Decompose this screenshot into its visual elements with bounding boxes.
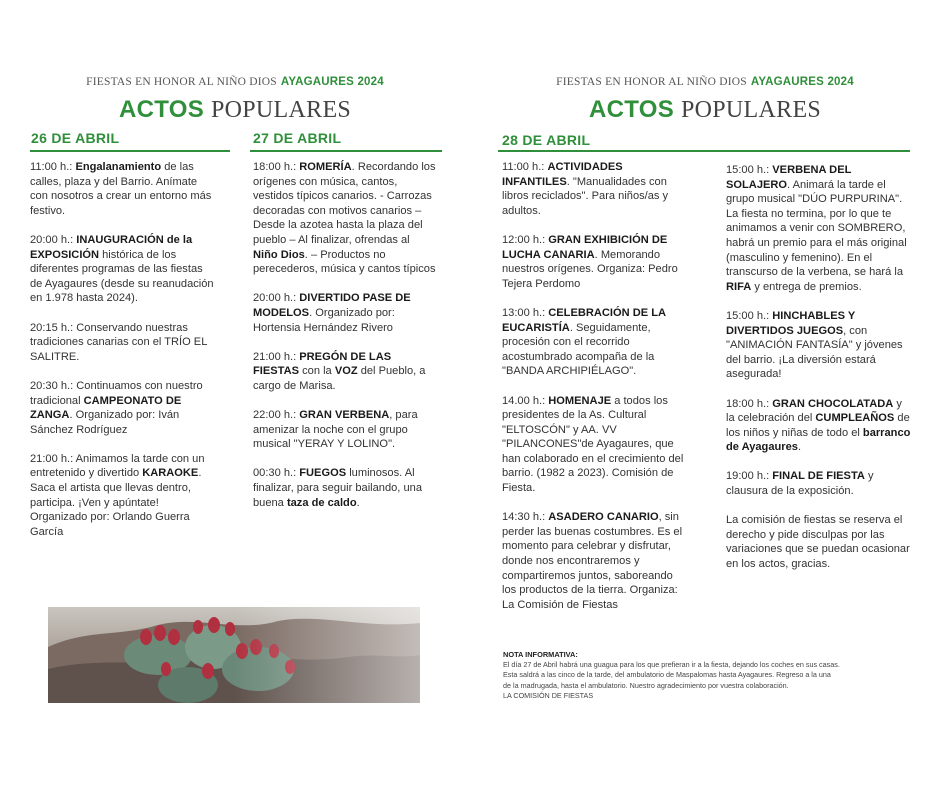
event-text: , para amenizar la noche con el grupo musical "YERAY Y LOLINO".	[253, 409, 418, 451]
event-highlight: ACTIVIDADES INFANTILES	[502, 161, 623, 188]
event-highlight: ROMERÍA	[299, 161, 352, 173]
event-item	[30, 321, 216, 365]
event-highlight: GRAN CHOCOLATADA	[772, 397, 894, 410]
event-highlight: FINAL DE FIESTA	[772, 470, 865, 483]
event-item	[502, 394, 688, 496]
cactus-flowers-landscape-icon	[48, 607, 420, 703]
event-highlight: INAUGURACIÓN de la EXPOSICIÓN	[30, 233, 193, 261]
event-text: de los niños y niñas de todo el	[726, 412, 910, 439]
event-item	[502, 160, 688, 218]
column-26-abril	[30, 160, 216, 554]
event-text: . Animará la tarde el grupo musical "DÚO PURPURINA". La fiesta no termina, por lo que te animamos a venir con SOMBRERO, habrá un premio para el más original (masculino y femenino). En el transcurso de la verbena, se hará la	[726, 178, 907, 279]
event-highlight: taza de caldo	[286, 496, 357, 509]
event-highlight: ASADERO CANARIO	[548, 511, 659, 524]
event-item	[502, 233, 688, 291]
event-highlight: CAMPEONATO DE ZANGA	[30, 394, 182, 422]
column-27-abril	[253, 160, 437, 525]
event-text: .	[356, 496, 360, 509]
event-item	[502, 510, 688, 612]
day-rule-27	[250, 150, 442, 152]
title-bold: ACTOS	[118, 96, 205, 123]
event-text: , sin perder las buenas costumbres. Es el momento para celebrar y disfrutar, donde nos encontraremos y compartiremos juntos, saboreando los productos de la tierra. Organiza: La Comisión de Fiestas	[502, 511, 683, 611]
event-item	[253, 291, 437, 335]
event-text: 21:00 h.:	[253, 350, 300, 363]
event-text: 20:30 h.: Continuamos con nuestro tradicional	[30, 379, 203, 407]
event-item	[253, 350, 437, 394]
event-text: 22:00 h.:	[253, 409, 300, 422]
event-item	[502, 306, 688, 379]
page-title	[0, 96, 470, 124]
event-item	[726, 513, 912, 571]
event-text: 15:00 h.:	[726, 309, 773, 322]
event-text: . Seguidamente, procesión con el recorrido acostumbrado acompaña de la "BANDA ARCHIPIÉLAGO".	[502, 321, 655, 378]
event-text: 20:00 h.:	[253, 292, 300, 305]
event-highlight: Engalanamiento	[75, 161, 162, 173]
kicker-text: FIESTAS EN HONOR AL NIÑO DIOS	[86, 76, 277, 88]
event-highlight: VERBENA DEL SOLAJERO	[726, 164, 852, 191]
event-text: 15:00 h.:	[726, 164, 773, 176]
event-text: histórica de los diferentes programas de las fiestas de Ayagaures (desde su reanudación en 1.978 hasta 2024).	[30, 248, 214, 305]
note-title: NOTA INFORMATIVA:	[503, 650, 578, 659]
event-text: . "Manualidades con libros reciclados". Para niños/as y adultos.	[502, 175, 669, 217]
event-item	[30, 233, 216, 306]
event-item	[30, 452, 216, 540]
cactus-flowers-photo	[48, 607, 420, 703]
event-text: La comisión de fiestas se reserva el derecho y pide disculpas por las variaciones que se puedan ocasionar en los actos, gracias.	[726, 514, 910, 571]
event-text: y entrega de premios.	[751, 280, 862, 293]
event-text: con la	[299, 365, 335, 378]
event-text: 12:00 h.:	[502, 233, 549, 246]
event-text: 14.00 h.:	[502, 394, 549, 407]
title-light: POPULARES	[680, 97, 822, 123]
note-line: Esta saldrá a las cinco de la tarde, del ambulatorio de Maspalomas hasta Ayagaures. Regreso a la una	[503, 670, 831, 680]
event-text: . Saca el artista que llevas dentro, participa. ¡Ven y apúntate! Organizado por: Orlando Guerra García	[30, 467, 202, 538]
title-bold: ACTOS	[588, 96, 675, 123]
event-text: 11:00 h.:	[30, 161, 76, 173]
event-text: 13:00 h.:	[502, 306, 549, 319]
event-highlight: HINCHABLES Y DIVERTIDOS JUEGOS	[726, 309, 856, 337]
event-text: . Organizado por: Hortensia Hernández Rivero	[253, 306, 395, 334]
event-highlight: CELEBRACIÓN DE LA EUCARISTÍA	[502, 306, 666, 334]
event-text: de las calles, plaza y del Barrio. Anímate con nosotros a crear un entorno más festivo.	[30, 161, 212, 217]
event-text: . – Productos no perecederos, música y cantos típicos	[253, 248, 436, 276]
event-text: 18:00 h.:	[253, 161, 300, 173]
event-highlight: RIFA	[726, 280, 752, 293]
event-highlight: Niño Dios	[253, 248, 305, 261]
event-highlight: KARAOKE	[142, 467, 199, 480]
event-text: . Memorando nuestros orígenes. Organiza: Pedro Tejera Perdomo	[502, 248, 678, 290]
event-highlight: GRAN VERBENA	[299, 409, 390, 422]
event-item	[726, 163, 912, 294]
kicker-highlight: AYAGAURES 2024	[750, 76, 854, 88]
event-highlight: VOZ	[334, 365, 358, 378]
event-item	[253, 466, 437, 510]
event-text: .	[797, 441, 802, 454]
event-highlight: GRAN EXHIBICIÓN DE LUCHA CANARIA	[502, 233, 668, 261]
column-28-abril-a	[502, 160, 688, 627]
kicker-text: FIESTAS EN HONOR AL NIÑO DIOS	[556, 76, 747, 88]
event-highlight: HOMENAJE	[548, 394, 612, 407]
day-header-26: 26 DE ABRIL	[31, 130, 120, 146]
event-text: 21:00 h.: Animamos la tarde con un entretenido y divertido	[30, 452, 205, 480]
event-item	[253, 160, 437, 277]
event-item	[30, 160, 216, 218]
event-text: luminosos. Al finalizar, para seguir bailando, una buena	[253, 467, 422, 509]
note-line: El día 27 de Abril habrá una guagua para los que prefieran ir a la fiesta, dejando los coches en sus casas.	[503, 660, 840, 670]
event-item	[726, 397, 912, 455]
note-line: de la madrugada, hasta el ambulatorio. Nuestro agradecimiento por vuestra colaboración.	[503, 680, 789, 690]
event-text: 19:00 h.:	[726, 470, 773, 483]
event-text: 00:30 h.:	[253, 467, 300, 480]
event-item	[726, 309, 912, 382]
event-item	[726, 469, 912, 498]
kicker-highlight: AYAGAURES 2024	[280, 76, 384, 88]
event-text: . Organizado por: Iván Sánchez Rodríguez	[30, 409, 180, 436]
event-item	[30, 379, 216, 437]
event-text: 14:30 h.:	[502, 511, 549, 524]
day-rule-26	[30, 150, 230, 152]
event-text: 18:00 h.:	[726, 397, 773, 410]
day-header-27: 27 DE ABRIL	[253, 130, 342, 146]
page-title	[470, 96, 940, 124]
page-kicker	[470, 76, 940, 88]
event-text: y clausura de la exposición.	[726, 470, 874, 498]
event-text: 11:00 h.:	[502, 161, 548, 173]
day-header-28: 28 DE ABRIL	[502, 132, 591, 148]
day-rule-28	[498, 150, 910, 152]
title-light: POPULARES	[210, 97, 352, 123]
event-highlight: CUMPLEAÑOS	[815, 412, 895, 425]
event-highlight: PREGÓN DE LAS FIESTAS	[253, 350, 392, 378]
note-signature: LA COMISIÓN DE FIESTAS	[503, 690, 594, 700]
event-text: del Pueblo, a cargo de Marisa.	[253, 365, 426, 392]
event-text: 20:00 h.:	[30, 233, 77, 246]
event-highlight: DIVERTIDO PASE DE MODELOS	[253, 292, 411, 319]
column-28-abril-b	[726, 163, 912, 586]
page-kicker	[0, 76, 470, 88]
event-text: 20:15 h.: Conservando nuestras tradiciones canarias con el TRÍO EL SALITRE.	[30, 321, 207, 363]
event-text: , con "ANIMACIÓN FANTASÍA" y jóvenes del barrio. ¡La diversión estará asegurada!	[726, 324, 903, 381]
event-text: . Recordando los orígenes con música, cantos, vestidos típicos canarios. - Carrozas decoradas con motivos canarios – Desde la azotea hasta la plaza del pueblo – Al finalizar, ofrendas al	[253, 161, 436, 246]
event-text: a todos los presidentes de la As. Cultural "ELTOSCÓN" y AA. VV "PILANCONES"de Ayagaures, que han colaborado en el crecimiento del barrio. (1982 a 2023). Comisión de Fiesta.	[502, 394, 684, 495]
informative-note	[503, 650, 923, 701]
event-text: y la celebración del	[726, 397, 902, 425]
event-highlight: barranco de Ayagaures	[726, 426, 911, 454]
event-highlight: FUEGOS	[299, 467, 347, 480]
event-item	[253, 408, 437, 452]
